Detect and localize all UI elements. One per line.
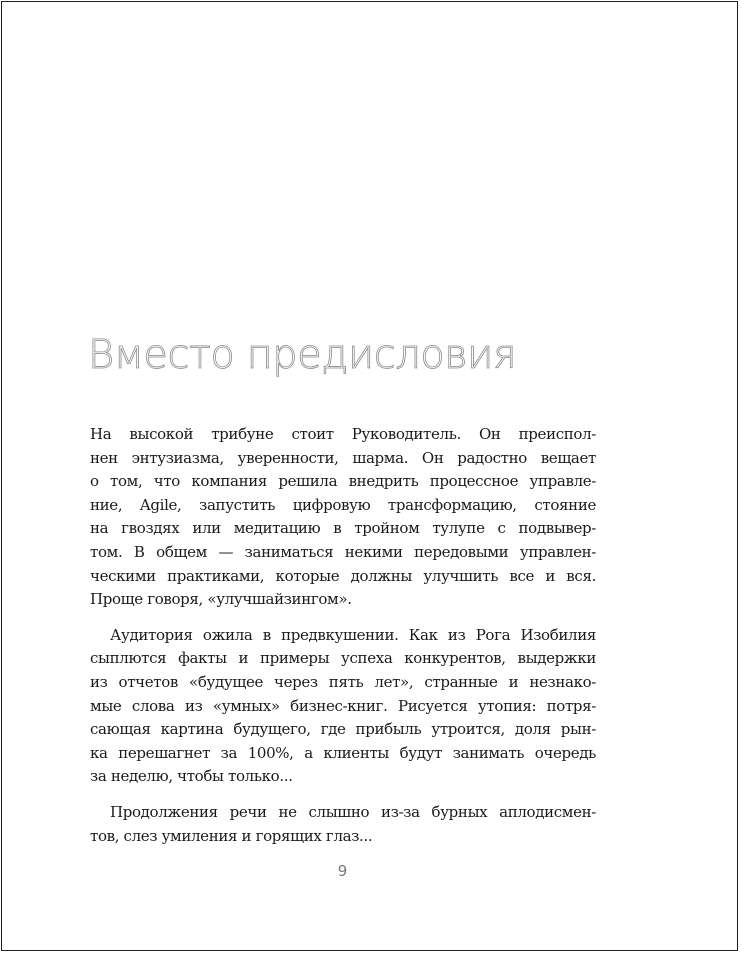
- text-line: ческими практиками, которые должны улучшить все и вся.: [90, 566, 596, 585]
- chapter-body: [90, 423, 596, 860]
- paragraph: [90, 423, 596, 612]
- page-number: 9: [337, 862, 348, 880]
- text-line: ние, Agile, запустить цифровую трансформацию, стояние: [90, 495, 596, 514]
- book-page: [1, 1, 738, 951]
- text-line: Продолжения речи не слышно из-за бурных аплодисмен-: [110, 802, 596, 821]
- text-line: том. В общем — заниматься некими передовыми управлен-: [90, 542, 596, 561]
- text-line: сыплются факты и примеры успеха конкурентов, выдержки: [90, 649, 596, 668]
- text-line: тов, слез умиления и горящих глаз...: [90, 826, 373, 845]
- paragraph: [90, 801, 596, 848]
- chapter-title: Вместо предисловия: [88, 332, 517, 378]
- text-line: из отчетов «будущее через пять лет», странные и незнако-: [90, 672, 596, 691]
- text-line: нен энтузиазма, уверенности, шарма. Он радостно вещает: [90, 448, 596, 467]
- text-line: ка перешагнет за 100%, а клиенты будут занимать очередь: [90, 743, 596, 762]
- text-line: Проще говоря, «улучшайзингом».: [90, 590, 352, 609]
- text-line: На высокой трибуне стоит Руководитель. Он преиспол-: [90, 425, 596, 443]
- text-line: за неделю, чтобы только...: [90, 767, 293, 786]
- text-line: сающая картина будущего, где прибыль утроится, доля рын-: [90, 720, 596, 739]
- text-line: мые слова из «умных» бизнес-книг. Рисуется утопия: потря-: [90, 696, 596, 715]
- text-line: Аудитория ожила в предвкушении. Как из Рога Изобилия: [110, 625, 596, 644]
- text-line: о том, что компания решила внедрить процессное управле-: [90, 472, 596, 491]
- paragraph: [90, 624, 596, 789]
- text-line: на гвоздях или медитацию в тройном тулупе с подвывер-: [90, 519, 596, 538]
